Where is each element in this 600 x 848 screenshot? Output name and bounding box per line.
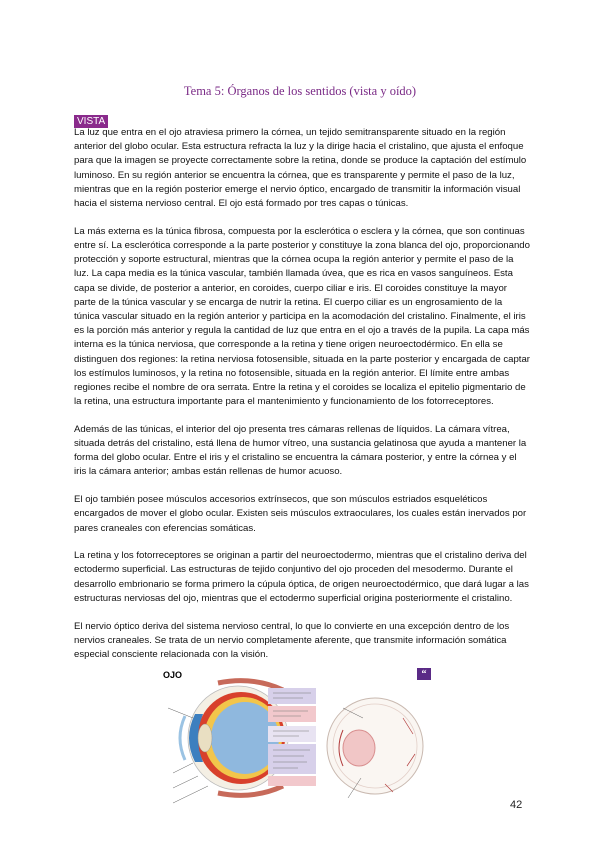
paragraph: Además de las túnicas, el interior del ojo presenta tres cámaras rellenas de líquidos. La cámara vítrea, situada detrás del cristalino, está llena de humor vítreo, una sustancia gelatinosa que ayuda a mantener la forma del globo ocular. Entre el iris y el cristalino se encuentra la cámara posterior, y entre la córnea y el iris la cámara anterior; ambas están rellenas de humor acuoso. <box>74 423 527 478</box>
figure-label-ojo: OJO <box>163 670 183 680</box>
paragraph: La más externa es la túnica fibrosa, compuesta por la esclerótica o esclera y la córnea, que son continuas entre sí. La esclerótica corresponde a la parte posterior y constituye la zona blanca del ojo, proporcionando protección y soporte estructural, mientras que la córnea ocupa la región anterior y permite el paso de la luz. La capa media es la túnica vascular, también llamada úvea, que es rica en vasos sanguíneos. Esta capa se divide, de posterior a anterior, en coroides, cuerpo ciliar e iris. El coroides constituye la mayor parte de la túnica vascular y se encarga de nutrir la retina. El cuerpo ciliar es un engrosamiento de la túnica vascular situado en la región anterior y participa en la acomodación del cristalino. Finalmente, el iris es la porción más anterior y regula la cantidad de luz que entra en el ojo a través de la pupila. La capa más interna es la túnica nerviosa, que corresponde a la retina y tiene origen neuroectodérmico. En ella se distinguen dos regiones: la retina nerviosa fotosensible, situada en la parte posterior y encargada de captar los estímulos luminosos, y la retina no fotosensible, situada en la región anterior. El límite entre ambas regiones recibe el nombre de ora serrata. Entre la retina y el coroides se localiza el epitelio pigmentario de la retina, una estructura importante para el mantenimiento y funcionamiento de los fotorreceptores. <box>74 225 530 408</box>
eye-front-view-drawing <box>327 698 423 798</box>
paragraph: El nervio óptico deriva del sistema nervioso central, lo que lo convierte en una excepción dentro de los nervios craneales. Se trata de un nervio completamente aferente, que transmite información somática especial consciente relacionada con la visión. <box>74 620 510 660</box>
paragraph: El ojo también posee músculos accesorios extrínsecos, que son músculos estriados esqueléticos encargados de mover el globo ocular. Existen seis músculos extraoculares, los cuales están inervados por pares craneales con eferencias somáticas. <box>74 494 527 534</box>
paragraph: La luz que entra en el ojo atraviesa primero la córnea, un tejido semitransparente situado en la región anterior del globo ocular. Esta estructura refracta la luz y la dirige hacia el cristalino, que ajusta el enfoque para que la imagen se proyecte correctamente sobre la retina, donde se produce la captación del estímulo luminoso. En su región anterior se encuentra la córnea, que es transparente y permite el paso de la luz, mientras que en la región posterior emerge el nervio óptico, encargado de transmitir la información visual hacia el sistema nervioso central. El ojo está formado por tres capas o túnicas. <box>74 127 527 210</box>
page-number: 42 <box>510 799 523 811</box>
eye-anatomy-figure <box>163 668 433 828</box>
paragraph: La retina y los fotorreceptores se originan a partir del neuroectodermo, mientras que el cristalino deriva del ectodermo superficial. Las estructuras de tejido conjuntivo del ojo proceden del mesodermo. Durante el desarrollo embrionario se forma primero la cúpula óptica, de origen neuroectodérmico, que dará lugar a las estructuras nerviosas del ojo, mientras que el ectodermo superficial origina posteriormente el cristalino. <box>74 550 529 604</box>
section-label-vista: VISTA <box>74 115 108 128</box>
figure-legend <box>268 688 316 786</box>
eye-diagram-illustration <box>163 668 433 828</box>
body-text <box>74 126 530 676</box>
page-title: Tema 5: Órganos de los sentidos (vista y oído) <box>183 84 417 98</box>
quote-icon[interactable]: “ <box>417 668 431 680</box>
